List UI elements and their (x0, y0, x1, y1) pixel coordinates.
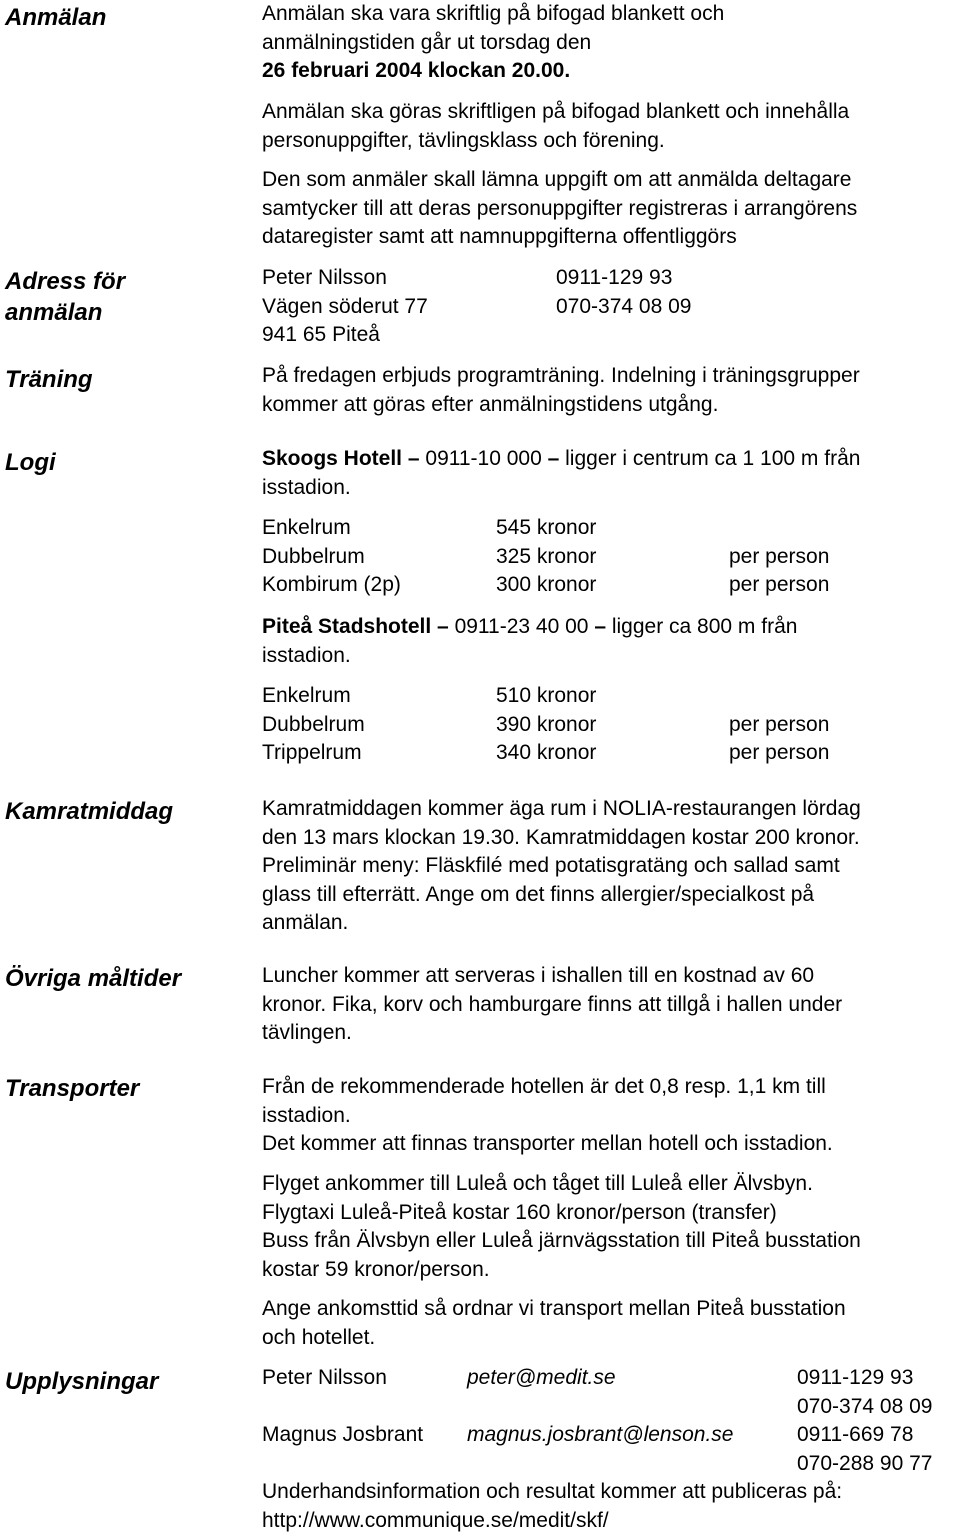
kamratmiddag-text-line: anmälan. (262, 911, 349, 934)
transporter-text-line: Flyget ankommer till Luleå och tåget till Luleå eller Älvsbyn. (262, 1172, 813, 1195)
contact-phone: 0911-129 93 (797, 1366, 914, 1389)
room-price: 340 kronor (496, 741, 597, 764)
contact-row (262, 1364, 960, 1393)
heading-adress-line: Adress för (5, 268, 126, 295)
section-anmalan (262, 0, 960, 86)
room-price: 510 kronor (496, 684, 597, 707)
section-upplysningar (262, 1364, 960, 1535)
ovriga-text-line: Luncher kommer att serveras i ishallen till en kostnad av 60 (262, 964, 815, 987)
hotel-desc: ligger i centrum ca 1 100 m från (565, 447, 861, 470)
hotel-desc-line: isstadion. (262, 643, 351, 667)
ovriga-text-line: kronor. Fika, korv och hamburgare finns att tillgå i hallen under (262, 992, 843, 1016)
contact-name: Peter Nilsson (262, 1366, 387, 1389)
kamratmiddag-text-line: glass till efterrätt. Ange om det finns allergier/specialkost på (262, 882, 815, 906)
heading-ovriga-maltider: Övriga måltider (5, 965, 182, 992)
anmalan-text-line: Den som anmäler skall lämna uppgift om att anmälda deltagare (262, 168, 852, 191)
hotel-phone: 0911-23 40 00 (454, 615, 589, 638)
contact-row (262, 1450, 960, 1479)
transporter-text-line: Från de rekommenderade hotellen är det 0,8 resp. 1,1 km till (262, 1075, 826, 1098)
room-per: per person (729, 573, 830, 596)
room-price: 390 kronor (496, 712, 597, 736)
transporter-text-line: och hotellet. (262, 1325, 376, 1349)
section-anmalan-p2 (262, 98, 960, 155)
section-transporter-p2 (262, 1170, 960, 1284)
section-transporter-p3 (262, 1295, 960, 1352)
heading-traning: Träning (5, 366, 93, 393)
hotel-desc: ligger ca 800 m från (611, 615, 798, 638)
traning-text-line: På fredagen erbjuds programträning. Indelning i träningsgrupper (262, 364, 860, 387)
hotel-phone: 0911-10 000 (425, 447, 542, 470)
anmalan-text-line: anmälningstiden går ut torsdag den (262, 30, 592, 54)
contact-phone: 070-288 90 77 (797, 1451, 933, 1475)
contact-email[interactable]: peter@medit.se (467, 1366, 616, 1389)
hotel-name: Piteå Stadshotell (262, 615, 432, 638)
room-per: per person (729, 544, 830, 568)
room-row (262, 711, 960, 740)
contact-name: Magnus Josbrant (262, 1423, 424, 1446)
room-per: per person (729, 741, 830, 764)
kamratmiddag-text-line: den 13 mars klockan 19.30. Kamratmiddagen kostar 200 kronor. (262, 825, 860, 849)
hotel-desc-line: isstadion. (262, 475, 351, 499)
transporter-text-line: Flygtaxi Luleå-Piteå kostar 160 kronor/person (transfer) (262, 1200, 777, 1224)
address-row (262, 321, 960, 350)
heading-logi: Logi (5, 449, 56, 476)
contact-row (262, 1421, 960, 1450)
transporter-text-line: Det kommer att finnas transporter mellan hotell och isstadion. (262, 1132, 833, 1155)
anmalan-deadline: 26 februari 2004 klockan 20.00. (262, 59, 571, 82)
ovriga-text-line: tävlingen. (262, 1021, 352, 1044)
heading-upplysningar: Upplysningar (5, 1368, 159, 1395)
contact-email[interactable]: magnus.josbrant@lenson.se (467, 1423, 734, 1446)
hotel-separator: – (588, 615, 612, 638)
upplysningar-url[interactable]: http://www.communique.se/medit/skf/ (262, 1508, 609, 1532)
heading-kamratmiddag: Kamratmiddag (5, 798, 174, 825)
section-adress (262, 264, 960, 350)
room-table-2 (262, 682, 960, 768)
traning-text-line: kommer att göras efter anmälningstidens utgång. (262, 392, 719, 416)
anmalan-text-line: samtycker till att deras personuppgifter registreras i arrangörens (262, 196, 858, 220)
room-type: Dubbelrum (262, 712, 365, 736)
room-row (262, 682, 960, 711)
hotel-separator: – (402, 447, 426, 470)
address-left: Peter Nilsson (262, 266, 387, 289)
contact-phone: 070-374 08 09 (797, 1394, 933, 1418)
hotel-line (262, 613, 960, 642)
room-row (262, 514, 960, 543)
transporter-text-line: isstadion. (262, 1103, 351, 1127)
heading-adress-line: anmälan (5, 299, 103, 326)
hotel-name: Skoogs Hotell (262, 447, 403, 470)
room-row (262, 543, 960, 572)
anmalan-text-line: personuppgifter, tävlingsklass och förening. (262, 128, 665, 152)
contact-phone: 0911-669 78 (797, 1423, 914, 1446)
section-logi-hotel-1 (262, 445, 960, 502)
address-phone: 070-374 08 09 (556, 294, 692, 318)
section-kamratmiddag (262, 795, 960, 938)
room-price: 325 kronor (496, 544, 597, 568)
hotel-separator: – (541, 447, 566, 470)
hotel-separator: – (431, 615, 455, 638)
transporter-text-line: Ange ankomsttid så ordnar vi transport mellan Piteå busstation (262, 1297, 846, 1320)
anmalan-text-line: dataregister samt att namnuppgifterna offentliggörs (262, 225, 737, 248)
transporter-text-line: Buss från Älvsbyn eller Luleå järnvägsstation till Piteå busstation (262, 1229, 861, 1252)
room-price: 545 kronor (496, 516, 597, 539)
heading-adress (5, 266, 125, 328)
room-price: 300 kronor (496, 573, 597, 596)
kamratmiddag-text-line: Kamratmiddagen kommer äga rum i NOLIA-restaurangen lördag (262, 797, 861, 820)
room-row (262, 571, 960, 600)
address-left: Vägen söderut 77 (262, 294, 428, 318)
contact-row (262, 1393, 960, 1422)
anmalan-text-line: Anmälan ska vara skriftlig på bifogad blankett och (262, 2, 725, 25)
room-per: per person (729, 712, 830, 736)
address-left: 941 65 Piteå (262, 323, 380, 346)
upplysningar-text-line: Underhandsinformation och resultat kommer att publiceras på: (262, 1480, 843, 1503)
hotel-line (262, 445, 960, 474)
heading-anmalan: Anmälan (5, 4, 107, 31)
room-type: Trippelrum (262, 741, 362, 764)
room-type: Enkelrum (262, 684, 351, 707)
transporter-text-line: kostar 59 kronor/person. (262, 1257, 490, 1281)
section-ovriga-maltider (262, 962, 960, 1048)
room-row (262, 739, 960, 768)
section-anmalan-p3 (262, 166, 960, 252)
address-row (262, 264, 960, 293)
kamratmiddag-text-line: Preliminär meny: Fläskfilé med potatisgratäng och sallad samt (262, 854, 840, 877)
section-logi-hotel-2 (262, 613, 960, 670)
anmalan-text-line: Anmälan ska göras skriftligen på bifogad blankett och innehålla (262, 100, 850, 123)
room-type: Dubbelrum (262, 544, 365, 568)
section-transporter (262, 1073, 960, 1159)
room-type: Kombirum (2p) (262, 573, 401, 596)
room-table-1 (262, 514, 960, 600)
heading-transporter: Transporter (5, 1075, 140, 1102)
section-traning (262, 362, 960, 419)
room-type: Enkelrum (262, 516, 351, 539)
address-row (262, 293, 960, 322)
address-phone: 0911-129 93 (556, 266, 673, 289)
